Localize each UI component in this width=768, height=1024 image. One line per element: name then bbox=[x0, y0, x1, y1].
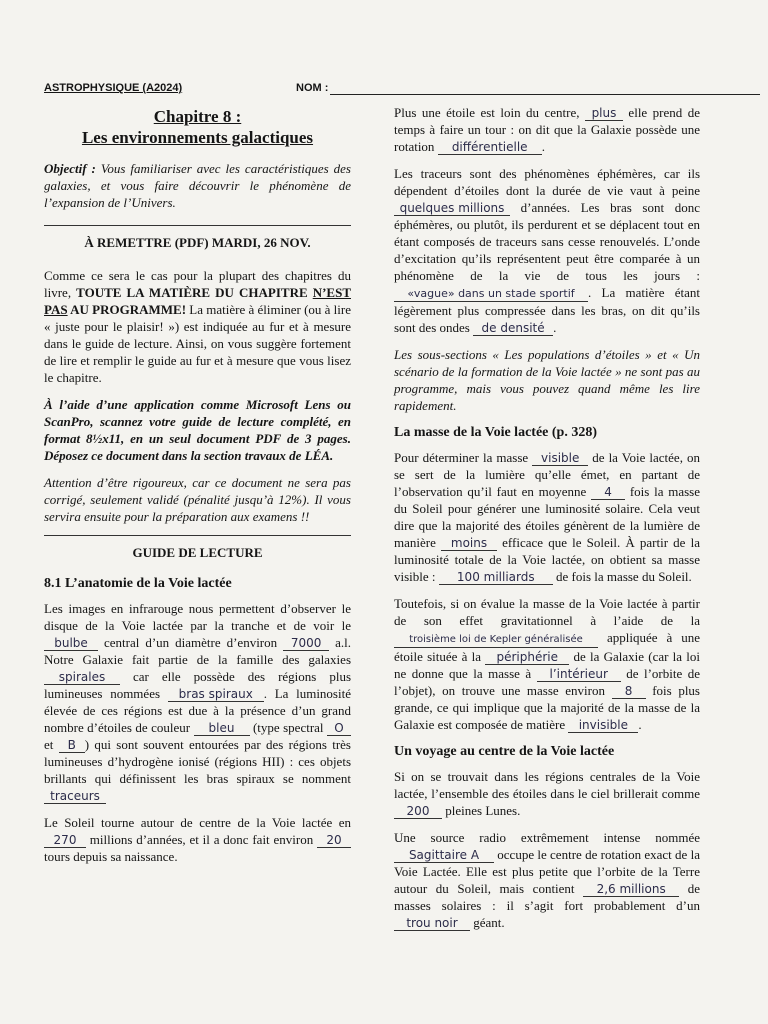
answer-field[interactable]: périphérie bbox=[485, 650, 569, 665]
scan-instructions: À l’aide d’une application comme Microsoft Lens ou ScanPro, scannez votre guide de lecture complété, en format 8½x11, en un seul document PDF de 3 pages. Déposez ce document dans la section travaux de LÉA. bbox=[44, 397, 351, 463]
guide-title: GUIDE DE LECTURE bbox=[132, 545, 263, 560]
answer-field[interactable]: bleu bbox=[194, 721, 250, 736]
answer-field[interactable]: 2,6 millions bbox=[583, 882, 679, 897]
rotation-paragraph: Plus une étoile est loin du centre, plus elle prend de temps à faire un tour : on dit que la Galaxie possède une rotation différentielle . bbox=[394, 105, 700, 154]
answer-field[interactable]: O bbox=[327, 721, 351, 736]
answer-field[interactable]: différentielle bbox=[438, 140, 542, 155]
answer-field[interactable]: 100 milliards bbox=[439, 570, 553, 585]
due-date: À REMETTRE (PDF) MARDI, 26 NOV. bbox=[84, 235, 311, 250]
answer-field[interactable]: traceurs bbox=[44, 789, 106, 804]
divider bbox=[44, 535, 351, 536]
answer-field[interactable]: Sagittaire A bbox=[394, 848, 494, 863]
chapter-number: Chapitre 8 : bbox=[153, 107, 242, 126]
answer-field[interactable]: B bbox=[59, 738, 85, 753]
intro-paragraph: Comme ce sera le cas pour la plupart des chapitres du livre, TOUTE LA MATIÈRE DU CHAPITRE N’EST PAS AU PROGRAMME! La matière à éliminer (ou à lire « juste pour le plaisir! ») est indiquée au fur et à mesure dans le guide de lecture. Ainsi, on vous suggère fortement de lire et remplir le guide au fur et à mesure que vous lisez le chapitre. bbox=[44, 268, 351, 385]
answer-field[interactable]: de densité bbox=[473, 321, 553, 336]
answer-field[interactable]: plus bbox=[585, 106, 623, 121]
not-in-program-note: Les sous-sections « Les populations d’étoiles » et « Un scénario de la formation de la Voie lactée » ne sont pas au programme, mais vous pouvez quand même les lire rapidement. bbox=[394, 347, 700, 413]
answer-field[interactable]: quelques millions bbox=[394, 201, 510, 216]
answer-field[interactable]: moins bbox=[441, 536, 497, 551]
objective bbox=[44, 160, 351, 211]
chapter-name: Les environnements galactiques bbox=[81, 128, 314, 147]
answer-field[interactable]: 8 bbox=[612, 684, 646, 699]
divider bbox=[44, 225, 351, 226]
rigour-warning: Attention d’être rigoureux, car ce document ne sera pas corrigé, seulement validé (pénalité jusqu’à 12%). Il vous servira ensuite pour la préparation aux examens !! bbox=[44, 475, 351, 524]
answer-field[interactable]: «vague» dans un stade sportif bbox=[394, 287, 588, 302]
answer-field[interactable]: 270 bbox=[44, 833, 86, 848]
answer-field[interactable]: troisième loi de Kepler généralisée bbox=[394, 633, 598, 648]
section-heading-mass: La masse de la Voie lactée (p. 328) bbox=[394, 425, 597, 440]
name-field-line[interactable] bbox=[330, 94, 760, 95]
chapter-title bbox=[44, 106, 351, 148]
answer-field[interactable]: 4 bbox=[591, 485, 625, 500]
answer-field[interactable]: bulbe bbox=[44, 636, 98, 651]
central-stars-paragraph: Si on se trouvait dans les régions centrales de la Voie lactée, l’ensemble des étoiles dans le ciel brillerait comme 200 pleines Lunes. bbox=[394, 769, 700, 818]
answer-field[interactable]: invisible bbox=[568, 718, 638, 733]
name-label: NOM : bbox=[296, 82, 329, 94]
answer-field[interactable]: trou noir bbox=[394, 916, 470, 931]
page-header bbox=[44, 82, 384, 98]
right-column bbox=[394, 104, 700, 941]
anatomy-paragraph: Les images en infrarouge nous permettent d’observer le disque de la Voie lactée par la tranche et de voir le bulbe central d’un diamètre d’environ 7000 a.l. Notre Galaxie fait partie de la famille des galaxies spirales car elle possède des régions plus lumineuses nommées bras spiraux . La luminosité élevée de ces régions est due à la présence d’un grand nombre d’étoiles de couleur bleu (type spectral O et B ) qui sont souvent entourées par des régions très lumineuses d’hydrogène ionisé (régions HII) : ces objets brillants qui définissent les bras spiraux se nomment traceurs bbox=[44, 601, 351, 803]
tracers-paragraph: Les traceurs sont des phénomènes éphémères, car ils dépendent d’étoiles dont la durée de vie vaut à peine quelques millions d’années. Les bras sont donc éphémères, ou plutôt, ils perdurent et se déplacent tout en étant composés de traceurs sans cesse renouvelés. L’onde d’excitation qu’ils représentent peut être comparée à un phénomène de la vie de tous les jours : «vague» dans un stade sportif . La matière étant légèrement plus compressée dans les bras, on dit qu’ils sont des ondes de densité . bbox=[394, 166, 700, 335]
gravitational-mass-paragraph: Toutefois, si on évalue la masse de la Voie lactée à partir de son effet gravitationnel à l’aide de la troisième loi de Kepler généralisée appliquée à une étoile située à la périphérie de la Galaxie (car la loi ne donne que la masse à l’intérieur de l’orbite de l’objet), on trouve une masse environ 8 fois plus grande, ce qui implique que la majorité de la masse de la Galaxie est composée de matière invisible . bbox=[394, 596, 700, 732]
answer-field[interactable]: visible bbox=[532, 451, 588, 466]
objective-text: Vous familiariser avec les caractéristiques des galaxies, et vous faire découvrir le phénomène de l’expansion de l’Univers. bbox=[44, 161, 351, 210]
answer-field[interactable]: spirales bbox=[44, 670, 120, 685]
answer-field[interactable]: 20 bbox=[317, 833, 351, 848]
sun-orbit-paragraph: Le Soleil tourne autour de centre de la Voie lactée en 270 millions d’années, et il a donc fait environ 20 tours depuis sa naissance. bbox=[44, 815, 351, 864]
answer-field[interactable]: bras spiraux bbox=[168, 687, 264, 702]
answer-field[interactable]: l’intérieur bbox=[537, 667, 621, 682]
mass-paragraph: Pour déterminer la masse visible de la Voie lactée, on se sert de la lumière qu’elle émet, en partant de l’observation qu’il faut en moyenne 4 fois la masse du Soleil pour générer une luminosité solaire. Cela veut dire que la majorité des étoiles génèrent de la lumière de manière moins efficace que le Soleil. À partir de la luminosité totale de la Voie lactée, on obtient sa masse visible : 100 milliards de fois la masse du Soleil. bbox=[394, 450, 701, 584]
objective-label: Objectif : bbox=[44, 161, 96, 176]
section-heading-81: 8.1 L’anatomie de la Voie lactée bbox=[44, 576, 232, 591]
section-heading-journey: Un voyage au centre de la Voie lactée bbox=[394, 744, 615, 759]
course-name: ASTROPHYSIQUE (A2024) bbox=[44, 82, 183, 94]
answer-field[interactable]: 7000 bbox=[283, 636, 329, 651]
answer-field[interactable]: 200 bbox=[394, 804, 442, 819]
sgr-a-paragraph: Une source radio extrêmement intense nommée Sagittaire A occupe le centre de rotation exact de la Voie Lactée. Elle est plus petite que l’orbite de la Terre autour du Soleil, mais contient 2,6 millions de masses solaires : il s’agit fort probablement d’un trou noir géant. bbox=[394, 830, 700, 930]
left-column bbox=[44, 104, 351, 875]
